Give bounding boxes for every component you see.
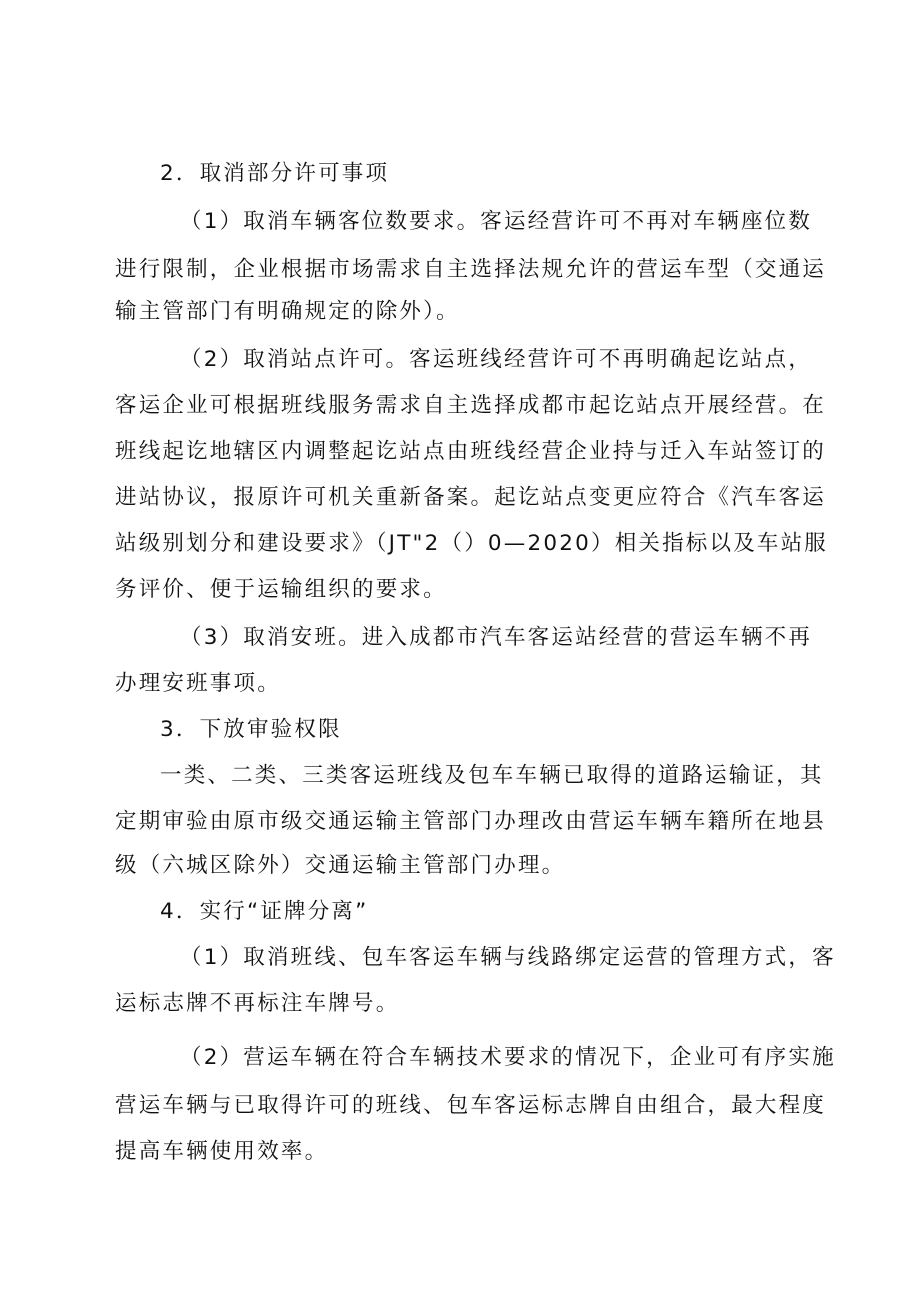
paragraph-line: 运标志牌不再标注车牌号。	[115, 991, 400, 1016]
paragraph-line: 营运车辆与已取得许可的班线、包车客运标志牌自由组合，最大程度	[115, 1093, 827, 1118]
paragraph-line: 站级别划分和建设要求》（JT"2（）0—2020）相关指标以及车站服	[115, 531, 828, 556]
section-heading-4: 4．实行“证牌分离”	[160, 899, 369, 924]
paragraph-line: 办理安班事项。	[115, 671, 281, 696]
paragraph-line: 客运企业可根据班线服务需求自主选择成都市起讫站点开展经营。在	[115, 393, 827, 418]
section-heading-2: 2．取消部分许可事项	[160, 161, 390, 186]
paragraph-line: 班线起讫地辖区内调整起讫站点由班线经营企业持与迁入车站签订的	[115, 439, 827, 464]
paragraph-line: 提高车辆使用效率。	[115, 1139, 329, 1164]
paragraph-line: （2）营运车辆在符合车辆技术要求的情况下，企业可有序实施	[180, 1045, 836, 1070]
paragraph-line: 一类、二类、三类客运班线及包车车辆已取得的道路运输证，其	[160, 763, 824, 788]
paragraph-line: 务评价、便于运输组织的要求。	[115, 577, 447, 602]
section-heading-3: 3．下放审验权限	[160, 717, 342, 742]
paragraph-line: 进站协议，报原许可机关重新备案。起讫站点变更应符合《汽车客运	[115, 485, 827, 510]
paragraph-line: 定期审验由原市级交通运输主管部门办理改由营运车辆车籍所在地县	[115, 809, 827, 834]
paragraph-line: （1）取消班线、包车客运车辆与线路绑定运营的管理方式，客	[180, 945, 836, 970]
paragraph-line: （3）取消安班。进入成都市汽车客运站经营的营运车辆不再	[180, 625, 813, 650]
paragraph-line: （1）取消车辆客位数要求。客运经营许可不再对车辆座位数	[180, 209, 813, 234]
paragraph-line: （2）取消站点许可。客运班线经营许可不再明确起讫站点，	[180, 347, 813, 372]
paragraph-line: 输主管部门有明确规定的除外）。	[115, 299, 460, 324]
paragraph-line: 级（六城区除外）交通运输主管部门办理。	[115, 853, 566, 878]
paragraph-line: 进行限制，企业根据市场需求自主选择法规允许的营运车型（交通运	[115, 257, 827, 282]
